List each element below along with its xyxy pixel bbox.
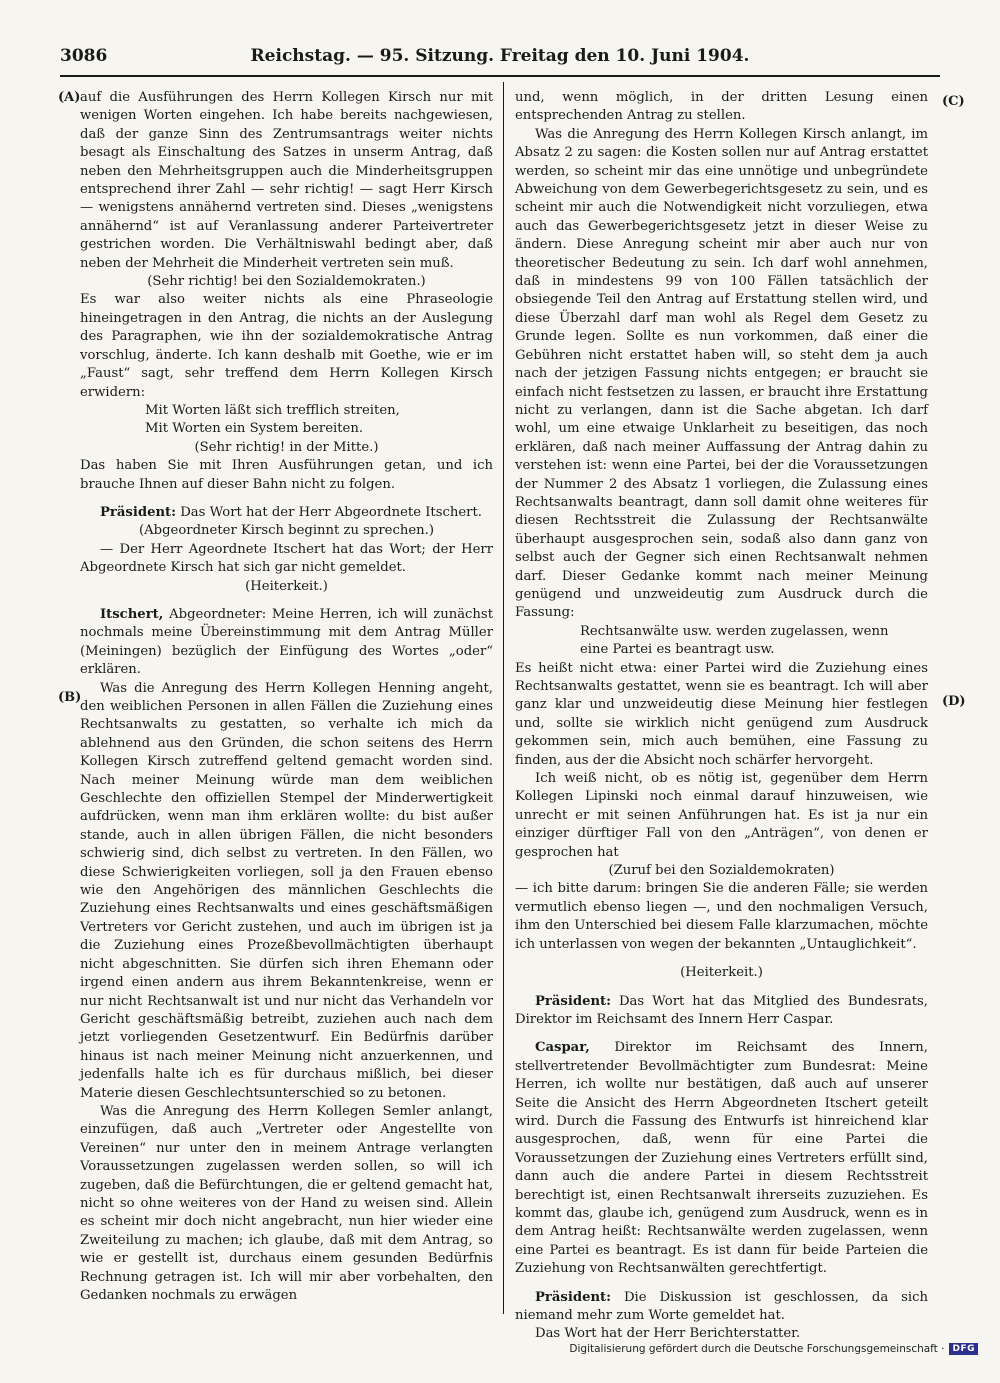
paragraph: — ich bitte darum: bringen Sie die anderen Fälle; sie werden vermutlich ebenso liegen —, und den nochmaligen Versuch, ihm den Unterschied bei diesem Falle klarzumachen, möchte ich unterlassen von wegen der bekannten „Untauglichkeit“. (515, 881, 928, 952)
speaker-paragraph: Itschert, Abgeordneter: Meine Herren, ich will zunächst nochmals meine Übereinstimmung mit dem Antrag Müller (Meiningen) bezüglich der Einfügung des Wortes „oder“ erklären. (80, 606, 493, 678)
interjection: (Sehr richtig! in der Mitte.) (194, 439, 379, 455)
interjection: (Abgeordneter Kirsch beginnt zu sprechen.) (139, 523, 434, 539)
page-number: 3086 (60, 46, 108, 66)
credit-text: Digitalisierung gefördert durch die Deutsche Forschungsgemeinschaft · (569, 1343, 945, 1355)
margin-mark-a: (A) (58, 90, 81, 105)
speaker-paragraph: Präsident: Die Diskussion ist geschlossen, da sich niemand mehr zum Worte gemeldet hat. (515, 1289, 928, 1323)
left-column (80, 89, 493, 1305)
speaker-name: Itschert, (100, 606, 164, 622)
interjection: (Zuruf bei den Sozialdemokraten) (608, 863, 835, 879)
paragraph: Das haben Sie mit Ihren Ausführungen getan, und ich brauche Ihnen auf dieser Bahn nicht zu folgen. (80, 458, 493, 492)
paragraph: Ich weiß nicht, ob es nötig ist, gegenüber dem Herrn Kollegen Lipinski noch einmal darauf hinzuweisen, wie unrecht er mit seinen Anführungen hat. Es ist ja nur ein einziger dürftiger Fall von den „Anträgen“, von denen er gesprochen hat (515, 771, 928, 860)
paragraph: Was die Anregung des Herrn Kollegen Kirsch anlangt, im Absatz 2 zu sagen: die Kosten sollen nur auf Antrag erstattet werden, so scheint mir das eine unnötige und unbegründete Abweichung von dem Gewerbegerichtsgesetz zu sein, und es scheint mir auch die Notwendigkeit nicht vorzuliegen, etwa auch das Gewerbegerichtsgesetz jetzt in dieser Weise zu ändern. Diese Anregung scheint mir aber auch nur von theoretischer Bedeutung zu sein. Ich darf wohl annehmen, daß in mindestens 99 von 100 Fällen tatsächlich der obsiegende Teil den Antrag auf Erstattung stellen wird, und diese Überzahl darf man wohl als Regel dem Gesetz zu Grunde legen. Sollte es nun vorkommen, daß einer die Gebühren nicht erstattet haben will, so steht dem ja auch nach der jetzigen Fassung nichts entgegen; er braucht sie einfach nicht festsetzen zu lassen, er braucht ihre Erstattung nicht zu verlangen, dann ist die Sache abgetan. Ich darf wohl, um eine etwaige Unklarheit zu beseitigen, das noch erklären, daß nach meiner Auffassung der Antrag dahin zu verstehen ist: wenn eine Partei, bei der die Voraussetzungen der Nummer 2 des Absatz 1 vorliegen, die Zulassung eines Rechtsanwalts beantragt, dann soll damit ohne weiteres für diesen Rechtsstreit die Zulassung der Rechtsanwälte überhaupt ausgesprochen sein, sodaß also dann ganz von selbst auch der Gegner sich einen Rechtsanwalt nehmen darf. Dieser Gedanke kommt nach meiner Meinung genügend und unzweideutig zum Ausdruck durch die Fassung: (515, 126, 928, 621)
paragraph: auf die Ausführungen des Herrn Kollegen Kirsch nur mit wenigen Worten eingehen. Ich habe bereits nachgewiesen, daß der ganze Sinn des Zentrumsantrags weiter nichts besagt als Einschaltung des Satzes in unserm Antrag, daß neben den Mehrheitsgruppen auch die Minderheitsgruppen entsprechend ihrer Zahl — sehr richtig! — sagt Herr Kirsch — wenigstens annähernd vertreten sind. Dieses „wenigstens annähernd“ ist auf Veranlassung anderer Parteivertreter gestrichen worden. Die Verhältniswahl bedingt aber, daß neben der Mehrheit die Minderheit vertreten sein muß. (80, 90, 493, 271)
paragraph: Es heißt nicht etwa: einer Partei wird die Zuziehung eines Rechtsanwalts gestattet, wenn sie es beantragt. Ich will aber ganz klar und unzweideutig diese Meinung hier festlegen und, sollte sie wirklich nicht genügend zum Ausdruck gekommen sein, mich auch bemühen, eine Fassung zu finden, aus der die Absicht noch schärfer hervorgeht. (515, 660, 928, 768)
speaker-name: Caspar, (535, 1040, 590, 1056)
interjection: (Heiterkeit.) (680, 965, 763, 981)
digitization-credit (569, 1343, 978, 1355)
quoted-line: eine Partei es beantragt usw. (580, 642, 775, 658)
dfg-logo: DFG (949, 1343, 978, 1355)
paragraph: Das Wort hat der Herr Berichterstatter. (535, 1326, 801, 1342)
margin-mark-b: (B) (58, 690, 82, 705)
paragraph: — Der Herr Ageordnete Itschert hat das Wort; der Herr Abgeordnete Kirsch hat sich gar nicht gemeldet. (80, 541, 493, 576)
margin-mark-c: (C) (942, 94, 965, 109)
column-divider (503, 82, 504, 1314)
speaker-paragraph: Präsident: Das Wort hat der Herr Abgeordnete Itschert. (100, 504, 482, 520)
speaker-name: Präsident: (100, 504, 177, 520)
paragraph: Was die Anregung des Herrn Kollegen Semler anlangt, einzufügen, daß auch „Vertreter oder Angestellte von Vereinen“ nur unter den in meinem Antrage verlangten Voraussetzungen zugelassen werden sollen, so will ich zugeben, daß die Befürchtungen, die er geltend gemacht hat, nicht so ohne weiteres von der Hand zu weisen sind. Allein es scheint mir doch nicht angebracht, nun hier wieder eine Zweiteilung zu machen; ich glaube, daß mit dem Antrag, so wie er gestellt ist, durchaus einem gesunden Bedürfnis Rechnung getragen ist. Ich will mir aber vorbehalten, den Gedanken nochmals zu erwägen (80, 1103, 493, 1303)
interjection: (Sehr richtig! bei den Sozialdemokraten.) (147, 274, 426, 290)
speaker-name: Präsident: (535, 1289, 612, 1305)
interjection: (Heiterkeit.) (245, 578, 328, 594)
speaker-name: Präsident: (535, 993, 612, 1009)
paragraph: und, wenn möglich, in der dritten Lesung einen entsprechenden Antrag zu stellen. (515, 90, 928, 124)
verse-line: Mit Worten ein System bereiten. (145, 421, 364, 437)
paragraph: Es war also weiter nichts als eine Phraseologie hineingetragen in den Antrag, die nichts an der Auslegung des Paragraphen, wie ihn der sozialdemokratische Antrag vorschlug, änderte. Ich kann deshalb mit Goethe, wie er im „Faust“ sagt, sehr treffend dem Herrn Kollegen Kirsch erwidern: (80, 292, 493, 400)
verse-line: Mit Worten läßt sich trefflich streiten, (145, 402, 400, 418)
page-header (60, 42, 940, 72)
margin-mark-d: (D) (942, 694, 966, 709)
right-column (515, 89, 928, 1344)
quoted-line: Rechtsanwälte usw. werden zugelassen, wenn (580, 623, 889, 639)
speaker-paragraph: Präsident: Das Wort hat das Mitglied des Bundesrats, Direktor im Reichsamt des Innern Herr Caspar. (515, 993, 928, 1027)
paragraph: Was die Anregung des Herrn Kollegen Henning angeht, den weiblichen Personen in allen Fällen die Zuziehung eines Rechtsanwalts zu gestatten, so verhalte ich mich da ablehnend aus den Gründen, die schon seitens des Herrn Kollegen Kirsch zutreffend geltend gemacht worden sind. Nach meiner Meinung würde man dem weiblichen Geschlechte den offiziellen Stempel der Minderwertigkeit aufdrücken, wenn man ihm erklären wollte: du bist außer stande, auch in allen übrigen Fällen, die nicht besonders schwierig sind, dich selbst zu vertreten. In den Fällen, wo diese Schwierigkeiten vorliegen, soll ja den Frauen ebenso wie den Angehörigen des männlichen Geschlechts die Zuziehung eines Rechtsanwalts und eines geschäftsmäßigen Vertreters vor Gericht zustehen, und auch im übrigen ist ja die Zuziehung eines Prozeßbevollmächtigten überhaupt nicht abgeschnitten. Sie dürfen sich ihren Ehemann oder irgend einen andern aus ihrem Bekanntenkreise, wenn er nur nicht Rechtsanwalt ist und nur nicht das Verhandeln vor Gericht geschäftsmäßig betreibt, zuziehen auch nach dem jetzt vorliegenden Gesetzentwurf. Ein Bedürfnis darüber hinaus ist nach meiner Meinung nicht anzuerkennen, und jedenfalls halte ich es für durchaus mißlich, bei dieser Materie diesen Geschlechtsunterschied so zu betonen. (80, 680, 493, 1101)
running-title: Reichstag. — 95. Sitzung. Freitag den 10. Juni 1904. (250, 46, 750, 66)
speaker-paragraph: Caspar, Direktor im Reichsamt des Innern, stellvertretender Bevollmächtigter zum Bundesrat: Meine Herren, ich wollte nur bestätigen, daß auch auf unserer Seite die Ansicht des Herrn Abgeordneten Itschert geteilt wird. Durch die Fassung des Entwurfs ist hinreichend klar ausgesprochen, daß, wenn für eine Partei die Voraussetzungen der Zuziehung eines Vertreters erfüllt sind, dann auch die andere Partei in diesem Rechtsstreit berechtigt ist, einen Rechtsanwalt ihrerseits zuzuziehen. Es kommt das, glaube ich, genügend zum Ausdruck, wenn es in dem Antrag heißt: Rechtsanwälte werden zugelassen, wenn eine Partei es beantragt. Es ist dann für beide Parteien die Zuziehung von Rechtsanwälten gerechtfertigt. (515, 1040, 928, 1277)
header-rule (60, 75, 940, 77)
